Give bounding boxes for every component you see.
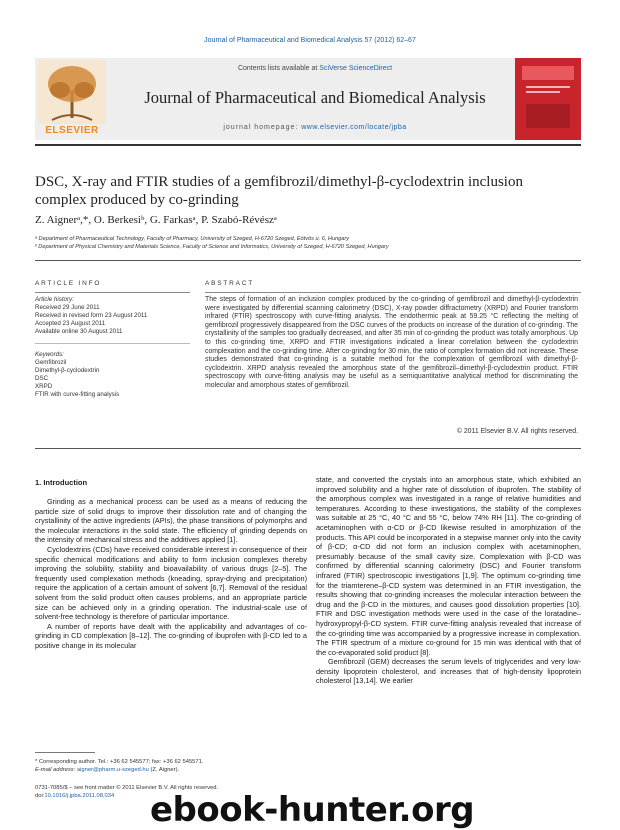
email-link[interactable]: aigner@pharm.u-szeged.hu <box>76 767 149 773</box>
keywords-label: Keywords: <box>35 351 64 358</box>
abstract-bottom-rule <box>35 448 581 449</box>
abstract-copyright: © 2011 Elsevier B.V. All rights reserved. <box>456 428 578 435</box>
elsevier-wordmark: ELSEVIER <box>45 125 99 136</box>
contents-prefix: Contents lists available at <box>237 65 320 72</box>
keyword-item: FTIR with curve-fitting analysis <box>35 391 120 398</box>
email-suffix: (Z. Aigner). <box>148 767 180 773</box>
paragraph: Cyclodextrins (CDs) have received considerable interest in consequence of their specific chemical modifications and ability to form inclusion complexes thereby improving the solubility, stability and bioavailability of various drugs [2–5]. The frequently used complexation methods (kneading, spray-drying and precipitation) require the application of a certain amount of solvent [6,7]. Removal of the residual solvent from the solid product often causes problems, and an appropriate particle size can be achieved only in a grinding operation. The industrial-scale use of solvent-free technology is therefore of particular importance. <box>35 544 307 622</box>
abstract-text: The steps of formation of an inclusion complex produced by the co-grinding of gemfibrozil and dimethyl-β-cyclodextrin were investigated by differential scanning calorimetry (DSC), X-ray powder diffractometry (XRPD) and Fourier transform infrared (FTIR) spectroscopy with curve-fitting analysis. The endothermic peak at 59.25 °C reflecting the melting of gemfibrozil progressively disappeared from the DSC curves of the products on increase of the duration of co-grinding. The crystallinity of the samples too gradually decreased, and after 35 min of co-grinding the product was totally amorphous. Up to this co-grinding time, XRPD and FTIR investigations indicated a linear correlation between the cyclodextrin complexation and the co-grinding time. After co-grinding for 30 min, the ratio of complex formation did not increase. These studies demonstrated that co-grinding is a suitable method for the complexation of gemfibrozil with dimethyl-β-cyclodextrin. XRPD analysis revealed the amorphous state of the gemfibrozil–dimethyl-β-cyclodextrin product. FTIR spectroscopy with curve-fitting analysis may be useful as a semiquantitative analytical method for discriminating the molecular and amorphous states of gemfibrozil. <box>205 296 578 389</box>
doi-prefix: doi: <box>35 793 45 799</box>
keyword-item: DSC <box>35 375 49 382</box>
article-info-heading: ARTICLE INFO <box>35 280 102 287</box>
homepage-prefix: journal homepage: <box>223 124 302 131</box>
affiliation-b: ᵇ Department of Physical Chemistry and Materials Science, Faculty of Science and Informatics, University of Szeged, H-6720 Szeged, Hungary <box>35 244 389 250</box>
keyword-item: Gemfibrozil <box>35 359 67 366</box>
abstract-rule <box>205 292 581 293</box>
journal-homepage <box>115 124 515 131</box>
cover-art <box>520 64 576 134</box>
article-title-line-2: complex produced by co-grinding <box>35 192 239 208</box>
header-rule <box>35 144 581 146</box>
history-received: Received 29 June 2011 <box>35 304 100 311</box>
contents-availability <box>120 65 510 72</box>
sciencedirect-link[interactable]: SciVerse ScienceDirect <box>319 65 393 72</box>
body-left-column <box>35 497 307 651</box>
keyword-item: Dimethyl-β-cyclodextrin <box>35 367 100 374</box>
section-heading-introduction: 1. Introduction <box>35 478 88 487</box>
abstract-heading: ABSTRACT <box>205 280 255 287</box>
body-right-column <box>316 475 581 686</box>
author-list[interactable]: Z. Aignerᵃ,*, O. Berkesiᵇ, G. Farkasᵃ, P. Szabó-Révészᵃ <box>35 214 277 226</box>
history-online: Available online 30 August 2011 <box>35 328 123 335</box>
paragraph: Gemfibrozil (GEM) decreases the serum levels of triglycerides and very low-density lipoprotein cholesterol, and increases that of high-density lipoprotein cholesterol [13,14]. We earlier <box>316 657 581 686</box>
article-title <box>35 173 595 209</box>
homepage-url-link[interactable]: www.elsevier.com/locate/jpba <box>301 124 407 131</box>
affiliation-rule <box>35 260 581 261</box>
footnote-rule <box>35 752 95 753</box>
history-revised: Received in revised form 23 August 2011 <box>35 312 148 319</box>
paragraph: state, and converted the crystals into an amorphous state, which exhibited an improved solubility and a higher rate of dissolution of ibuprofen. The stability of the amorphous complex was investigated in a range of relative humidities and temperatures. According to these investigations, the stability of the complexes was suitable at 25 °C, 40 °C and 55 °C, below 74% RH [11]. The co-grinding of acetaminophen with α-CD or β-CD likewise resulted in amorphization of the products. This API could be incorporated in a stepwise manner only into the cavity of β-CD; α-CD did not form an inclusion complex with acetaminophen, presumably because of the small cavity size. Complexation with β-CD was confirmed by differential scanning calorimetry (DSC) and Fourier transform infrared (FTIR) spectroscopic investigations [1,9]. The optimum co-grinding time for the triamterene–β-CD system was determined in an FTIR investigation, the results showing that co-grinding increases the molecular interaction between the drug and the β-CD in the mixtures, and causes good dissolution properties [10]. FTIR and DSC investigation methods were used in the case of the loratadine–hydroxypropyl-β-CD system. FTIR curve-fitting analysis revealed that increase of the co-grinding time was accompanied by a progressive increase in complexation. The FTIR spectrum of a mixture co-ground for 15 min was identical with that of the co-evaporated solid product [8]. <box>316 475 581 657</box>
doi-link[interactable]: 10.1016/j.jpba.2011.08.034 <box>44 793 115 799</box>
keywords-rule <box>35 343 190 344</box>
history-accepted: Accepted 23 August 2011 <box>35 320 106 327</box>
article-info-rule <box>35 292 190 293</box>
article-title-line-1: DSC, X-ray and FTIR studies of a gemfibrozil/dimethyl-β-cyclodextrin inclusion <box>35 174 523 190</box>
keyword-item: XRPD <box>35 383 53 390</box>
issn-line: 0731-7085/$ – see front matter © 2011 Elsevier B.V. All rights reserved. <box>35 785 219 791</box>
email-label: E-mail address: <box>35 767 77 773</box>
affiliation-a: ᵃ Department of Pharmaceutical Technology, Faculty of Pharmacy, University of Szeged, H-6720 Szeged, Eötvös u. 6, Hungary <box>35 236 350 242</box>
paragraph: Grinding as a mechanical process can be used as a means of reducing the particle size of solid drugs to improve their dissolution rate and of changing the crystallinity of the active ingredients (APIs), the phase transitions of polymorphs and the molecular interactions in the solid state. The efficiency of grinding depends on the intensity of mechanical stress and the additives applied [1]. <box>35 497 307 545</box>
paragraph: A number of reports have dealt with the applicability and advantages of co-grinding in CD complexation [8–12]. The co-grinding of ibuprofen with β-CD led to a positive change in its molecular <box>35 621 307 650</box>
watermark-text: ebook-hunter.org <box>150 790 475 830</box>
journal-title: Journal of Pharmaceutical and Biomedical Analysis <box>144 88 486 107</box>
footnote-contact: * Corresponding author. Tel.: +36 62 545577; fax: +36 62 545571. <box>35 759 204 765</box>
journal-reference[interactable]: Journal of Pharmaceutical and Biomedical Analysis 57 (2012) 62–67 <box>204 37 416 44</box>
history-label: Article history: <box>35 296 74 303</box>
footnote-email-line <box>35 766 305 774</box>
corresponding-author-footnote <box>35 758 305 774</box>
